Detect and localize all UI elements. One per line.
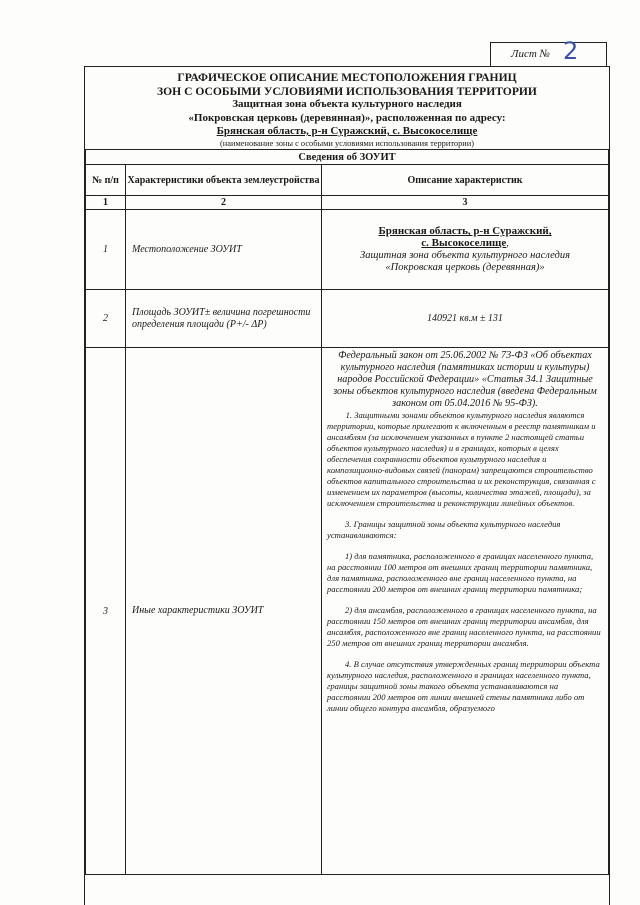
col-head-num: № п/п — [86, 165, 126, 196]
row-number: 1 — [86, 210, 126, 290]
clause-1-lead: 1. Защитными зонами объектов культурного наследия являются — [345, 410, 585, 421]
col-num-3: 3 — [322, 196, 609, 210]
row-area-value: 140921 кв.м ± 131 — [322, 290, 609, 348]
row-characteristic: Иные характеристики ЗОУИТ — [126, 348, 322, 875]
col-num-1: 1 — [86, 196, 126, 210]
column-header-row — [86, 165, 609, 196]
sheet-number-box — [490, 37, 607, 67]
clause-1-body: территории, которые прилегают к включенным в реестр памятникам и ансамблям (за исключением указанных в пункте 2 настоящей статьи объектов культурного наследия) и в границах, которых в целях обеспечения сохранности объектов культурного наследия и композиционно-видовых связей (панорам) запрещаются строительство объектов капитального строительства и их реконструкция, связанная с изменением их параметров (высоты, количества этажей, площади), за исключением строительства и реконструкции линейных объектов. — [327, 421, 596, 509]
row-number: 2 — [86, 290, 126, 348]
location-address-comma: , — [506, 238, 509, 250]
spacer — [327, 541, 603, 551]
table-row — [86, 348, 609, 875]
row-description — [322, 210, 609, 290]
subtitle-line-2: «Покровская церковь (деревянная)», расположенная по адресу: — [188, 111, 506, 124]
col-num-2: 2 — [126, 196, 322, 210]
clause-3 — [327, 519, 603, 714]
subtitle-line-1: Защитная зона объекта культурного наследия — [232, 98, 462, 111]
location-desc-1: Защитная зона объекта культурного наследия — [360, 250, 570, 262]
sheet-label: Лист № — [511, 48, 550, 60]
row-other-characteristics — [322, 348, 609, 875]
spacer — [327, 649, 603, 659]
title-line-2: ЗОН С ОСОБЫМИ УСЛОВИЯМИ ИСПОЛЬЗОВАНИЯ ТЕРРИТОРИИ — [157, 84, 537, 98]
location-address-2: с. Высокоселище — [421, 237, 507, 250]
col-head-desc: Описание характеристик — [322, 165, 609, 196]
row-characteristic: Площадь ЗОУИТ± величина погрешности определения площади (P+/- ΔP) — [126, 290, 322, 348]
column-number-row — [86, 196, 609, 210]
table-row — [86, 210, 609, 290]
section-title: Сведения об ЗОУИТ — [86, 150, 609, 165]
section-title-row — [86, 150, 609, 165]
zone-address: Брянская область, р-н Суражский, с. Высокоселище — [216, 125, 478, 137]
sheet-number: 2 — [563, 37, 579, 65]
row-number: 3 — [86, 348, 126, 875]
col-head-char: Характеристики объекта землеустройства — [126, 165, 322, 196]
document-frame — [84, 66, 610, 905]
table-row — [86, 290, 609, 348]
title-line-1: ГРАФИЧЕСКОЕ ОПИСАНИЕ МЕСТОПОЛОЖЕНИЯ ГРАНИЦ — [177, 71, 517, 84]
federal-law-citation: Федеральный закон от 25.06.2002 № 73-ФЗ «Об объектах культурного наследия (памятниках истории и культуры) народов Российской Федерации» «Статья 34.1 Защитные зоны объектов культурного наследия (введена Федеральным законом от 05.04.2016 № 95-ФЗ). — [333, 350, 597, 410]
clause-3-item-2: 2) для ансамбля, расположенного в границах населенного пункта, на расстоянии 150 метров от внешних границ территории ансамбля, для ансамбля, расположенного вне границ населенного пункта, на расстоянии 250 метров от внешних границ территории ансамбля. — [327, 605, 601, 649]
location-address-1: Брянская область, р-н Суражский, — [378, 225, 552, 238]
row-characteristic: Местоположение ЗОУИТ — [126, 210, 322, 290]
location-desc-2: «Покровская церковь (деревянная)» — [385, 262, 545, 274]
zone-info-table — [85, 149, 609, 875]
clause-3-item-1: 1) для памятника, расположенного в границах населенного пункта, на расстоянии 100 метров от внешних границ территории памятника, для памятника, расположенного вне границ населенного пункта, на расстоянии 200 метров от внешних границ территории памятника; — [327, 551, 594, 595]
clause-1 — [327, 410, 603, 509]
zone-name-note: (наименование зоны с особыми условиями использования территории) — [219, 139, 475, 149]
clause-4: 4. В случае отсутствия утвержденных границ территории объекта культурного наследия, расположенного в границах населенного пункта, границы защитной зоны такого объекта устанавливаются на расстоянии 200 метров от линии внешней стены памятника либо от линии общего контура ансамбля, образуемого — [327, 659, 600, 714]
spacer — [327, 509, 603, 519]
clause-3-lead: 3. Границы защитной зоны объекта культурного наследия устанавливаются: — [327, 519, 561, 541]
document-header — [85, 67, 609, 149]
spacer — [327, 595, 603, 605]
